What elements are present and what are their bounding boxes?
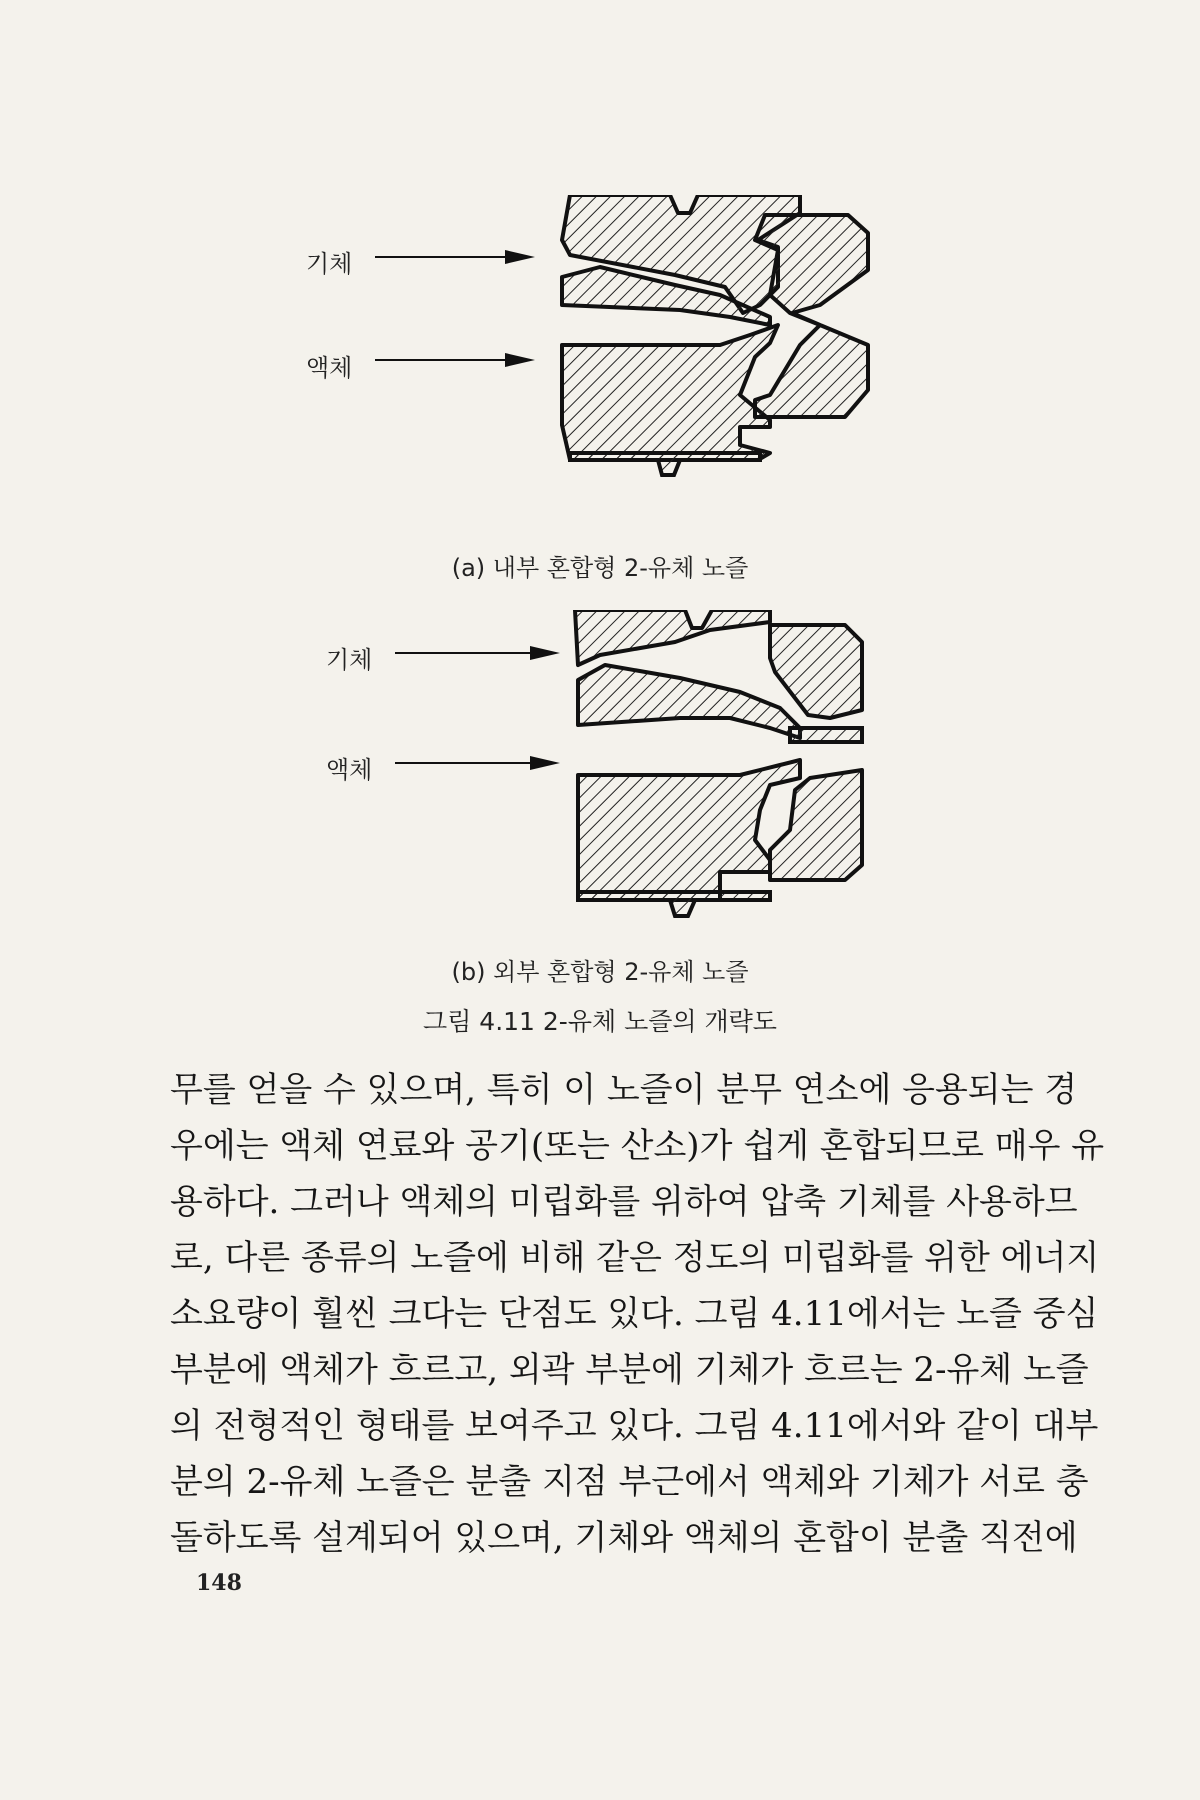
body-line: 로, 다른 종류의 노즐에 비해 같은 정도의 미립화를 위한 에너지 [170,1238,1100,1278]
label-gas-b: 기체 [326,646,373,674]
body-line: 분의 2-유체 노즐은 분출 지점 부근에서 액체와 기체가 서로 충 [170,1462,1089,1502]
label-gas-a: 기체 [306,250,353,278]
body-line: 소요량이 훨씬 크다는 단점도 있다. 그림 4.11에서는 노즐 중심 [170,1294,1099,1334]
body-line: 우에는 액체 연료와 공기(또는 산소)가 쉽게 혼합되므로 매우 유 [170,1126,1105,1166]
label-liquid-b: 액체 [326,756,373,784]
page-number: 148 [196,1570,242,1596]
body-line: 무를 얻을 수 있으며, 특히 이 노즐이 분무 연소에 응용되는 경 [170,1070,1078,1110]
nozzle-diagram-external-mixing [300,610,940,940]
label-liquid-a: 액체 [306,354,353,382]
body-line: 돌하도록 설계되어 있으며, 기체와 액체의 혼합이 분출 직전에 [170,1518,1078,1558]
body-line: 부분에 액체가 흐르고, 외곽 부분에 기체가 흐르는 2-유체 노즐 [170,1350,1089,1390]
nozzle-diagram-internal-mixing [300,195,940,525]
caption-a: (a) 내부 혼합형 2-유체 노즐 [451,554,749,582]
body-paragraph [170,1062,1105,1566]
body-line: 용하다. 그러나 액체의 미립화를 위하여 압축 기체를 사용하므 [170,1182,1078,1222]
body-line: 의 전형적인 형태를 보여주고 있다. 그림 4.11에서와 같이 대부 [170,1406,1099,1446]
figure-title: 그림 4.11 2-유체 노즐의 개략도 [423,1007,777,1036]
caption-b: (b) 외부 혼합형 2-유체 노즐 [451,958,749,986]
